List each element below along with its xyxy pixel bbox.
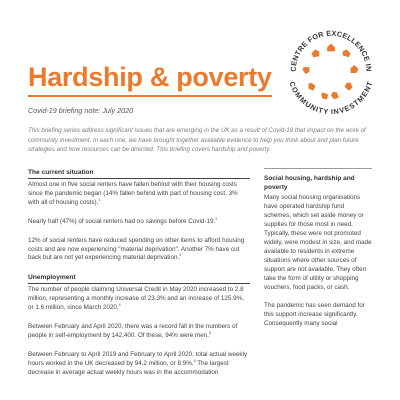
sidebar-paragraph-demand: The pandemic has seen demand for this support increase significantly. Consequently many social (264, 302, 365, 327)
section-heading-unemployment: Unemployment (28, 273, 250, 284)
sidebar-box (264, 168, 372, 337)
paragraph-arrears: Almost one in five social renters have fallen behind with their housing costs since the pandemic began (14% fallen behind with part of housing cost, 3% with all of housing costs).$^1$ (28, 181, 238, 206)
footnote-ref: 3 (179, 253, 182, 258)
logo-house-mark (343, 49, 351, 57)
footnote-ref: 2 (215, 216, 218, 221)
logo-house-mark (351, 65, 359, 73)
footnote-ref: 5 (208, 330, 211, 335)
logo-house-mark (303, 67, 310, 74)
svg-text:COMMUNITY INVESTMENT (287, 80, 374, 116)
paragraph-universal-credit: The number of people claiming Universal Credit in May 2020 increased to 2.8 million, representing a monthly increase of 23.3% and an increase of 125.9%, or 1.6 million, since March 2020.$^4$ (28, 286, 244, 312)
title-underline (28, 95, 272, 97)
logo-text-bottom: COMMUNITY INVESTMENT (287, 80, 375, 117)
logo-house-mark (327, 44, 335, 52)
logo-text-top: CENTRE FOR EXCELLENCE IN (288, 28, 374, 72)
paragraph-savings: Nearly half (47%) of social renters had no savings before Covid-19.$^2$ (28, 216, 218, 225)
intro-paragraph: This briefing series address significant issues that are emerging in the UK as a result of Covid-19 that impact on the work of community investment. In each one, we have brought together available evidence to help you think about and plan future strategies and how resources can be directed. This briefing covers hardship and poverty. (28, 127, 366, 154)
logo-house-mark (331, 92, 339, 100)
briefing-subtitle: Covid-19 briefing note: July 2020 (28, 106, 134, 115)
page-title: Hardship & poverty (28, 62, 272, 92)
paragraph-hours-worked: Between February to April 2019 and February to April 2020, total actual weekly hours worked in the UK decreased by 94.2 million, or 8.9%.$^6$ The largest decrease in average actual weekly hours was in the accommodation (28, 350, 248, 376)
logo-house-mark (308, 83, 315, 91)
footnote-ref: 4 (118, 303, 121, 308)
footnote-ref: 6 (193, 358, 196, 363)
footnote-ref: 1 (98, 197, 101, 202)
main-column (28, 168, 250, 388)
paragraph-deprivation: 12% of social renters have reduced spending on other items to afford housing costs and are now experiencing "material deprivation". Another 7% have cut back but are not yet experiencing material deprivation.$^3$ (28, 236, 245, 262)
section-heading-current-situation: The current situation (28, 168, 250, 179)
cfeci-logo (282, 22, 380, 120)
logo-house-mark (321, 93, 328, 100)
sidebar-rule (264, 168, 372, 169)
paragraph-self-employment: Between February and April 2020, there was a record fall in the numbers of people in self-employment by 142,400. Of these, 94% were men.$^5$ (28, 323, 238, 339)
sidebar-heading: Social housing, hardship and poverty (264, 175, 355, 191)
logo-house-mark (345, 83, 353, 91)
logo-house-mark (311, 49, 319, 57)
sidebar-paragraph-hardship-funds: Many social housing organisations have operated hardship fund schemes, which set aside money or supplies for those most in need. Typically, these were not promoted widely, were modest in size, and made available to residents in extreme situations where other sources of support are not available. They often take the form of utility or shopping vouchers, food packs, or cash. (264, 194, 372, 291)
